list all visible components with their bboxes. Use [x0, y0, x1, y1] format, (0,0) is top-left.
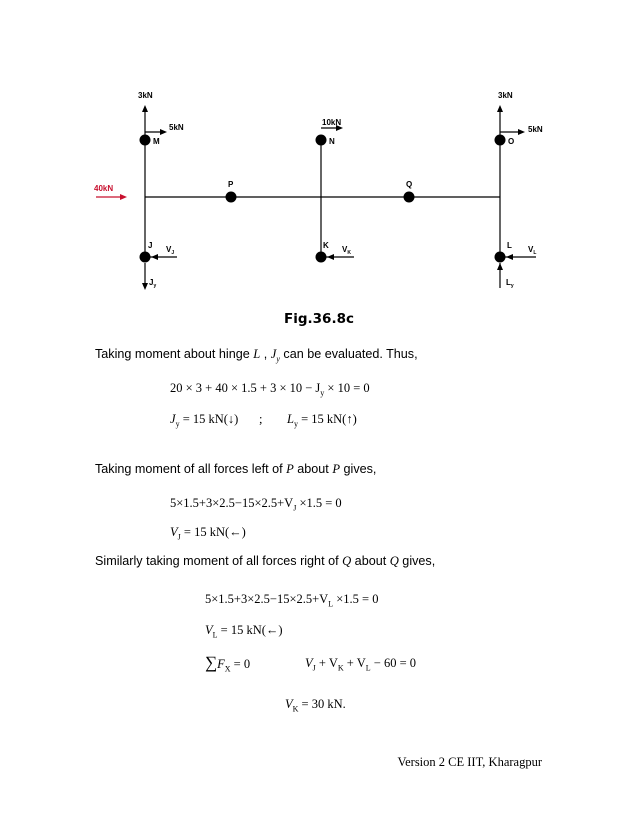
- reaction-arrows: [142, 254, 536, 290]
- node-m: [140, 135, 151, 146]
- frame-members: [145, 132, 500, 257]
- arrowhead-jy: [142, 283, 148, 290]
- label-10kn: 10kN: [322, 118, 342, 127]
- label-vk: $V_K$: [342, 245, 351, 256]
- equation-9: $V_K = 30$ kN.: [285, 697, 346, 714]
- p1-text-a: Taking moment about hinge: [95, 347, 254, 361]
- arrowhead-5kn-left: [160, 129, 167, 135]
- equation-2b: $L_y = 15$ kN(↑): [287, 412, 357, 429]
- paragraph-moment-right-q: Similarly taking moment of all forces right of Q about Q gives,: [95, 554, 436, 568]
- node-j: [140, 252, 151, 263]
- node-q: [404, 192, 415, 203]
- label-jy: $J_y$: [149, 278, 157, 289]
- arrowhead-3kn-left: [142, 105, 148, 112]
- paragraph-moment-left-p: Taking moment of all forces left of P about P gives,: [95, 462, 377, 476]
- arrowhead-vl: [506, 254, 513, 260]
- label-node-o: O: [508, 137, 515, 146]
- label-node-n: N: [329, 137, 335, 146]
- equation-3: $5\times 1.5+3\times 2.5-15\times 2.5+V_J \times 1.5 = 0$: [170, 496, 342, 513]
- node-n: [316, 135, 327, 146]
- label-40kn: 40kN: [94, 184, 114, 193]
- p1-var-l: L: [253, 347, 261, 361]
- node-o: [495, 135, 506, 146]
- arrowhead-vk: [327, 254, 334, 260]
- equation-1: $20 \times 3 + 40 \times 1.5 + 3 \times 10 - J_y \times 10 = 0$: [170, 381, 370, 398]
- frame-diagram: [0, 0, 638, 310]
- equation-2a: $J_y = 15$ kN(↓): [170, 412, 239, 429]
- node-k: [316, 252, 327, 263]
- label-3kn-right: 3kN: [498, 91, 513, 100]
- node-p: [226, 192, 237, 203]
- equation-6: $V_L = 15$ kN(←): [205, 623, 283, 640]
- label-node-j: J: [148, 241, 153, 250]
- equation-8: $V_J + V_K + V_L - 60 = 0$: [305, 656, 417, 673]
- label-node-m: M: [153, 137, 160, 146]
- label-5kn-left: 5kN: [169, 123, 184, 132]
- p1-text-c: can be evaluated. Thus,: [279, 347, 418, 361]
- label-node-p: P: [228, 180, 234, 189]
- load-arrow-40kn: [96, 194, 127, 200]
- label-node-k: K: [323, 241, 329, 250]
- label-5kn-right: 5kN: [528, 125, 543, 134]
- arrowhead-ly: [497, 263, 503, 270]
- p1-var-y: y: [276, 354, 280, 364]
- label-ly: $L_y$: [506, 278, 514, 289]
- label-vl: $V_L$: [528, 245, 537, 256]
- p1-var-j: J: [270, 347, 277, 361]
- paragraph-moment-hinge-l: [95, 347, 418, 364]
- equation-7: $\sum F_X = 0$: [205, 653, 251, 674]
- label-vj: $V_J$: [166, 245, 175, 256]
- node-l: [495, 252, 506, 263]
- equation-4: $V_J = 15$ kN(←): [170, 525, 246, 542]
- arrowhead-5kn-right: [518, 129, 525, 135]
- page-footer: Version 2 CE IIT, Kharagpur: [397, 755, 542, 769]
- arrowhead-vj: [151, 254, 158, 260]
- arrowhead-40kn: [120, 194, 127, 200]
- figure-caption: Fig.36.8c: [284, 311, 354, 327]
- label-node-l: L: [507, 241, 512, 250]
- p1-text-b: ,: [260, 347, 271, 361]
- equation-5: $5\times 1.5+3\times 2.5-15\times 2.5+V_L \times 1.5 = 0$: [205, 592, 379, 609]
- label-node-q: Q: [406, 180, 413, 189]
- label-3kn-left: 3kN: [138, 91, 153, 100]
- equation-2-separator: ;: [259, 412, 263, 426]
- arrowhead-3kn-right: [497, 105, 503, 112]
